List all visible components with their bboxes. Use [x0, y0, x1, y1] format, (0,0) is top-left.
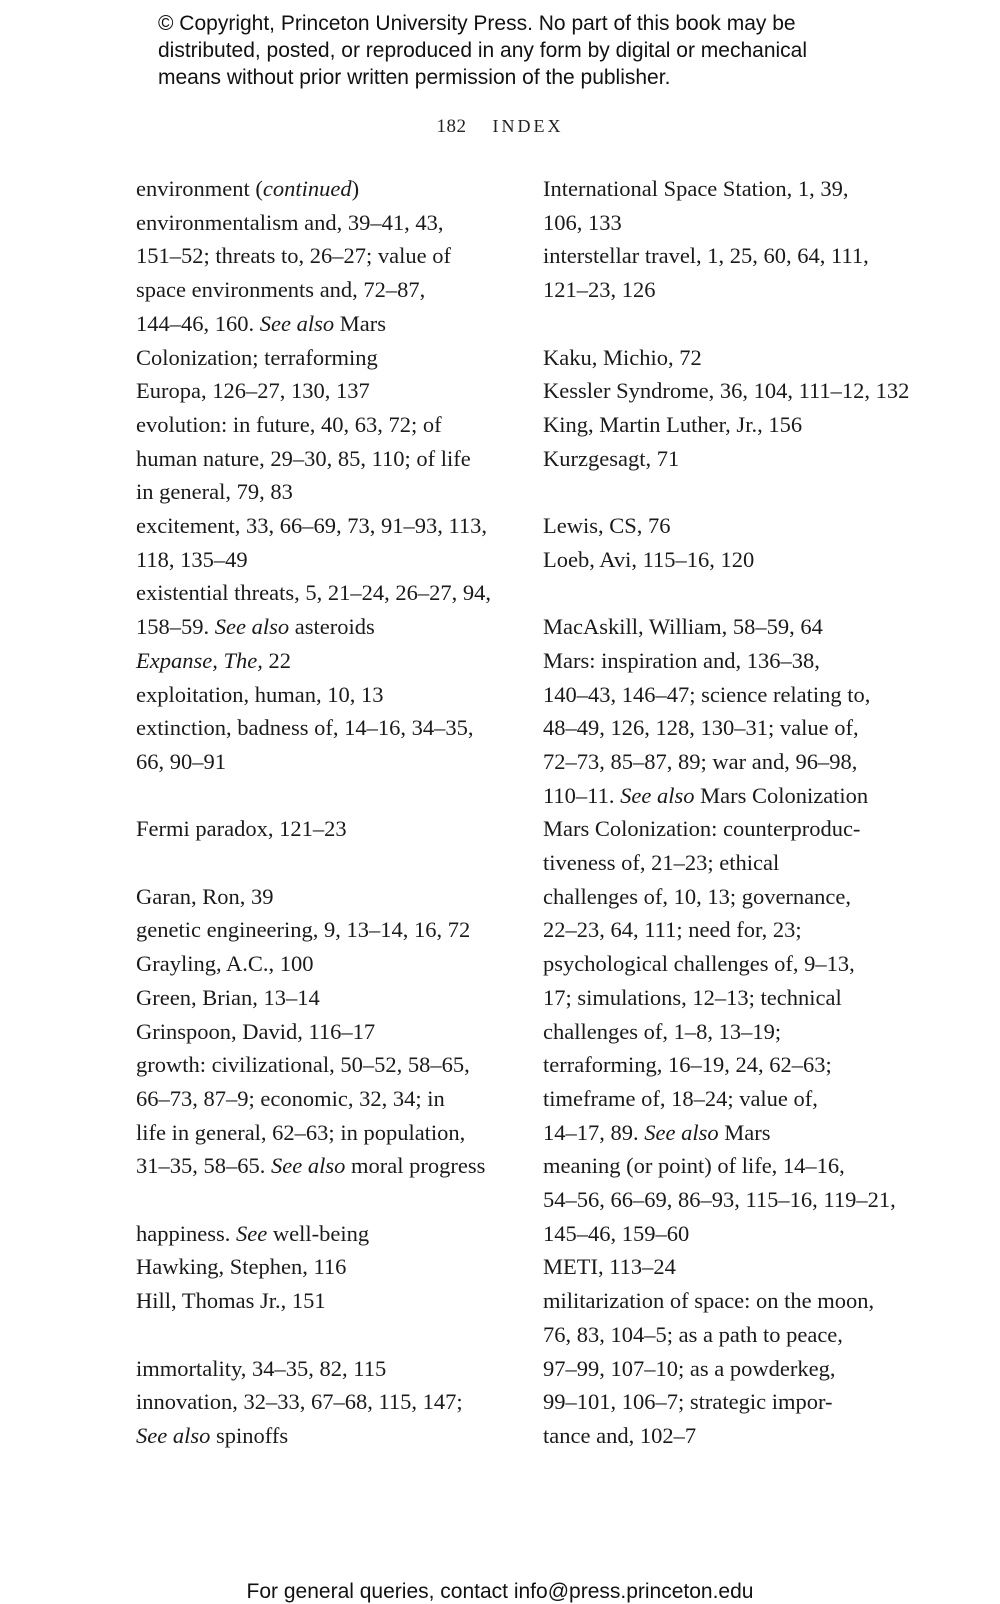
- index-entry: genetic engineering, 9, 13–14, 16, 72: [136, 917, 471, 943]
- index-entry: King, Martin Luther, Jr., 156: [543, 411, 803, 437]
- index-entry: Hawking, Stephen, 116: [136, 1254, 347, 1280]
- index-entry: Europa, 126–27, 130, 137: [136, 378, 370, 404]
- letter-group-gap: [136, 779, 506, 813]
- index-entry: METI, 113–24: [543, 1254, 676, 1280]
- index-entry: interstellar travel, 1, 25, 60, 64, 111, 121–23, 126: [543, 243, 869, 303]
- copyright-line: © Copyright, Princeton University Press. No part of this book may be: [158, 12, 796, 35]
- copyright-notice: [158, 10, 898, 91]
- index-entry: evolution: in future, 40, 63, 72; of human nature, 29–30, 85, 110; of life in general, 79, 83: [136, 411, 471, 505]
- letter-group-gap: [543, 475, 923, 509]
- running-head: [0, 116, 1000, 138]
- index-entry: exploitation, human, 10, 13: [136, 681, 384, 707]
- index-entry: meaning (or point) of life, 14–16, 54–56, 66–69, 86–93, 115–16, 119–21, 145–46, 159–60: [543, 1153, 896, 1246]
- copyright-line: means without prior written permission of the publisher.: [158, 66, 671, 89]
- index-entry: Hill, Thomas Jr., 151: [136, 1288, 326, 1314]
- index-entry: Kurzgesagt, 71: [543, 445, 680, 471]
- index-entry: Mars: inspiration and, 136–38, 140–43, 146–47; science relating to, 48–49, 126, 128, 130–31; value of, 72–73, 85–87, 89; war and, 96–98, 110–11. See also Mars Colonization: [543, 647, 871, 808]
- copyright-line: distributed, posted, or reproduced in any form by digital or mechanical: [158, 39, 808, 62]
- index-entry: Mars Colonization: counterproduc- tiveness of, 21–23; ethical challenges of, 10, 13; governance, 22–23, 64, 111; need for, 23; psychological challenges of, 9–13, 17; simulations, 12–13; technical challenges of, 1–8, 13–19; terraforming, 16–19, 24, 62–63; timeframe of, 18–24; value of, 14–17, 89. See also Mars: [543, 816, 861, 1145]
- index-entry: Lewis, CS, 76: [543, 513, 671, 538]
- index-entry: Grayling, A.C., 100: [136, 951, 314, 977]
- index-entry: excitement, 33, 66–69, 73, 91–93, 113, 118, 135–49: [136, 513, 487, 572]
- index-entry: Fermi paradox, 121–23: [136, 816, 347, 842]
- index-entry: International Space Station, 1, 39, 106, 133: [543, 176, 849, 235]
- index-entry: immortality, 34–35, 82, 115: [136, 1355, 387, 1381]
- index-entry: extinction, badness of, 14–16, 34–35, 66, 90–91: [136, 715, 474, 774]
- letter-group-gap: [543, 307, 923, 341]
- letter-group-gap: [136, 846, 506, 880]
- index-entry: Kaku, Michio, 72: [543, 344, 702, 370]
- index-entry: existential threats, 5, 21–24, 26–27, 94, 158–59. See also asteroids: [136, 580, 491, 640]
- index-entry: militarization of space: on the moon, 76, 83, 104–5; as a path to peace, 97–99, 107–10; as a powderkeg, 99–101, 106–7; strategic impor- tance and, 102–7: [543, 1288, 875, 1448]
- index-entry: Green, Brian, 13–14: [136, 984, 320, 1010]
- letter-group-gap: [543, 576, 923, 610]
- footer-contact: For general queries, contact info@press.princeton.edu: [246, 1580, 754, 1603]
- section-title: INDEX: [492, 116, 564, 136]
- index-entry: Kessler Syndrome, 36, 104, 111–12, 132: [543, 378, 910, 404]
- index-entry: Garan, Ron, 39: [136, 883, 274, 909]
- page-number: 182: [436, 116, 467, 137]
- index-entry: Expanse, The, 22: [136, 647, 291, 673]
- letter-group-gap: [136, 1318, 506, 1352]
- index-entry: environment (continued) environmentalism and, 39–41, 43, 151–52; threats to, 26–27; value of space environments and, 72–87, 144–46, 160. See also Mars Colonization; terraforming: [136, 176, 451, 370]
- index-entry: innovation, 32–33, 67–68, 115, 147; See also spinoffs: [136, 1389, 463, 1448]
- index-entry: growth: civilizational, 50–52, 58–65, 66–73, 87–9; economic, 32, 34; in life in general, 62–63; in population, 31–35, 58–65. See also moral progress: [136, 1052, 486, 1179]
- index-column-left: [136, 172, 506, 1453]
- index-entry: Loeb, Avi, 115–16, 120: [543, 546, 755, 572]
- letter-group-gap: [136, 1183, 506, 1217]
- index-entry: MacAskill, William, 58–59, 64: [543, 614, 823, 640]
- index-entry: Grinspoon, David, 116–17: [136, 1018, 376, 1044]
- index-column-right: [543, 172, 923, 1453]
- index-entry: happiness. See well-being: [136, 1220, 370, 1246]
